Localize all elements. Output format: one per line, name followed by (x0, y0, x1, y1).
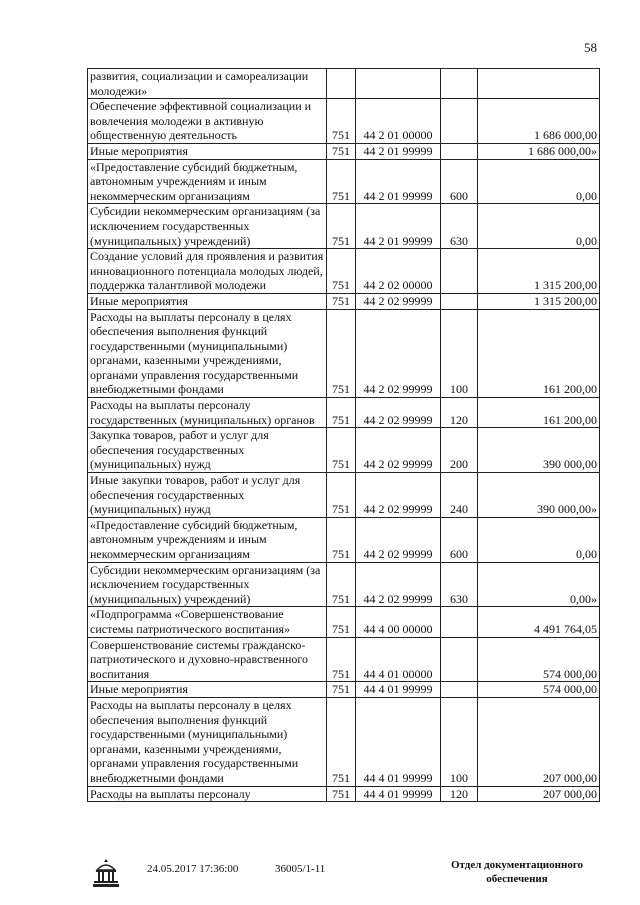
row-name: Обеспечение эффективной социализации и вовлечения молодежи в активную общественную деятельность (88, 99, 327, 144)
row-ved-code (327, 69, 356, 99)
row-ved-code: 751 (327, 473, 356, 518)
row-vr-code (441, 682, 478, 698)
row-vr-code: 100 (441, 309, 478, 398)
row-ved-code: 751 (327, 293, 356, 309)
row-vr-code (441, 607, 478, 637)
table-row (88, 607, 600, 637)
row-sum: 390 000,00 (478, 428, 600, 473)
row-name: Субсидии некоммерческим организациям (за исключением государственных (муниципальных) учреждений) (88, 562, 327, 607)
row-sum: 574 000,00 (478, 682, 600, 698)
footer-department: Отдел документационного обеспечения (450, 859, 584, 885)
row-csr-code: 44 4 01 99999 (356, 697, 441, 786)
row-csr-code (356, 69, 441, 99)
row-csr-code: 44 2 02 99999 (356, 517, 441, 562)
row-name: «Подпрограмма «Совершенствование системы патриотического воспитания» (88, 607, 327, 637)
footer-timestamp: 24.05.2017 17:36:00 (147, 863, 239, 875)
row-ved-code: 751 (327, 204, 356, 249)
row-ved-code: 751 (327, 697, 356, 786)
row-vr-code: 120 (441, 398, 478, 428)
row-ved-code: 751 (327, 159, 356, 204)
row-sum: 1 686 000,00» (478, 143, 600, 159)
row-ved-code: 751 (327, 637, 356, 682)
table-row (88, 293, 600, 309)
row-csr-code: 44 2 02 00000 (356, 249, 441, 294)
table-row (88, 473, 600, 518)
row-sum: 390 000,00» (478, 473, 600, 518)
row-csr-code: 44 2 02 99999 (356, 562, 441, 607)
budget-table-body (88, 69, 600, 802)
row-ved-code: 751 (327, 428, 356, 473)
table-row (88, 99, 600, 144)
row-name: «Предоставление субсидий бюджетным, автономным учреждениям и иным некоммерческим организациям (88, 159, 327, 204)
row-ved-code: 751 (327, 99, 356, 144)
table-row (88, 204, 600, 249)
row-sum: 161 200,00 (478, 398, 600, 428)
table-row (88, 398, 600, 428)
row-sum: 1 315 200,00 (478, 293, 600, 309)
table-row (88, 682, 600, 698)
row-csr-code: 44 2 01 99999 (356, 143, 441, 159)
row-vr-code: 200 (441, 428, 478, 473)
row-ved-code: 751 (327, 309, 356, 398)
row-sum: 161 200,00 (478, 309, 600, 398)
row-csr-code: 44 2 01 00000 (356, 99, 441, 144)
row-vr-code: 240 (441, 473, 478, 518)
footer (0, 858, 640, 898)
row-vr-code: 120 (441, 786, 478, 802)
row-name: Иные мероприятия (88, 293, 327, 309)
row-sum: 207 000,00 (478, 697, 600, 786)
row-vr-code (441, 249, 478, 294)
row-sum: 574 000,00 (478, 637, 600, 682)
table-row (88, 562, 600, 607)
row-name: Совершенствование системы гражданско-патриотического и духовно-нравственного воспитания (88, 637, 327, 682)
table-row (88, 637, 600, 682)
row-vr-code (441, 143, 478, 159)
row-csr-code: 44 4 01 99999 (356, 786, 441, 802)
row-vr-code (441, 293, 478, 309)
row-sum: 4 491 764,05 (478, 607, 600, 637)
table-row (88, 249, 600, 294)
row-name: Субсидии некоммерческим организациям (за исключением государственных (муниципальных) учреждений) (88, 204, 327, 249)
row-csr-code: 44 4 01 00000 (356, 637, 441, 682)
row-ved-code: 751 (327, 517, 356, 562)
table-row (88, 69, 600, 99)
table-row (88, 159, 600, 204)
row-vr-code (441, 99, 478, 144)
row-ved-code: 751 (327, 249, 356, 294)
row-csr-code: 44 4 01 99999 (356, 682, 441, 698)
row-name: Закупка товаров, работ и услуг для обеспечения государственных (муниципальных) нужд (88, 428, 327, 473)
row-sum (478, 69, 600, 99)
table-row (88, 143, 600, 159)
row-sum: 1 686 000,00 (478, 99, 600, 144)
row-ved-code: 751 (327, 786, 356, 802)
row-vr-code: 600 (441, 159, 478, 204)
row-name: Расходы на выплаты персоналу в целях обеспечения выполнения функций государственными (муниципальными) органами, казенными учреждениями, органами управления государственными внебюджетными фондами (88, 309, 327, 398)
row-csr-code: 44 2 02 99999 (356, 428, 441, 473)
row-ved-code: 751 (327, 398, 356, 428)
row-sum: 207 000,00 (478, 786, 600, 802)
row-name: Расходы на выплаты персоналу государственных (муниципальных) органов (88, 398, 327, 428)
row-ved-code: 751 (327, 607, 356, 637)
row-sum: 1 315 200,00 (478, 249, 600, 294)
table-row (88, 428, 600, 473)
row-name: Иные мероприятия (88, 143, 327, 159)
duma-emblem-icon (92, 858, 120, 888)
row-vr-code (441, 637, 478, 682)
row-ved-code: 751 (327, 682, 356, 698)
row-csr-code: 44 2 02 99999 (356, 473, 441, 518)
page-number: 58 (584, 40, 597, 55)
row-vr-code (441, 69, 478, 99)
budget-table (87, 68, 600, 802)
row-ved-code: 751 (327, 143, 356, 159)
row-csr-code: 44 2 01 99999 (356, 204, 441, 249)
table-row (88, 786, 600, 802)
row-sum: 0,00 (478, 159, 600, 204)
row-name: Расходы на выплаты персоналу (88, 786, 327, 802)
row-vr-code: 100 (441, 697, 478, 786)
row-name: Расходы на выплаты персоналу в целях обеспечения выполнения функций государственными (муниципальными) органами, казенными учреждениями, органами управления государственными внебюджетными фондами (88, 697, 327, 786)
row-sum: 0,00» (478, 562, 600, 607)
row-sum: 0,00 (478, 517, 600, 562)
row-name: «Предоставление субсидий бюджетным, автономным учреждениям и иным некоммерческим организациям (88, 517, 327, 562)
row-csr-code: 44 2 02 99999 (356, 309, 441, 398)
row-name: Иные мероприятия (88, 682, 327, 698)
table-row (88, 697, 600, 786)
row-csr-code: 44 2 02 99999 (356, 293, 441, 309)
table-row (88, 309, 600, 398)
row-name: Иные закупки товаров, работ и услуг для обеспечения государственных (муниципальных) нужд (88, 473, 327, 518)
row-csr-code: 44 4 00 00000 (356, 607, 441, 637)
row-vr-code: 630 (441, 204, 478, 249)
row-name: Создание условий для проявления и развития инновационного потенциала молодых людей, поддержка талантливой молодежи (88, 249, 327, 294)
row-csr-code: 44 2 01 99999 (356, 159, 441, 204)
row-name: развития, социализации и самореализации молодежи» (88, 69, 327, 99)
footer-document-number: 36005/1-11 (275, 863, 326, 875)
row-ved-code: 751 (327, 562, 356, 607)
row-csr-code: 44 2 02 99999 (356, 398, 441, 428)
row-sum: 0,00 (478, 204, 600, 249)
row-vr-code: 600 (441, 517, 478, 562)
table-row (88, 517, 600, 562)
row-vr-code: 630 (441, 562, 478, 607)
